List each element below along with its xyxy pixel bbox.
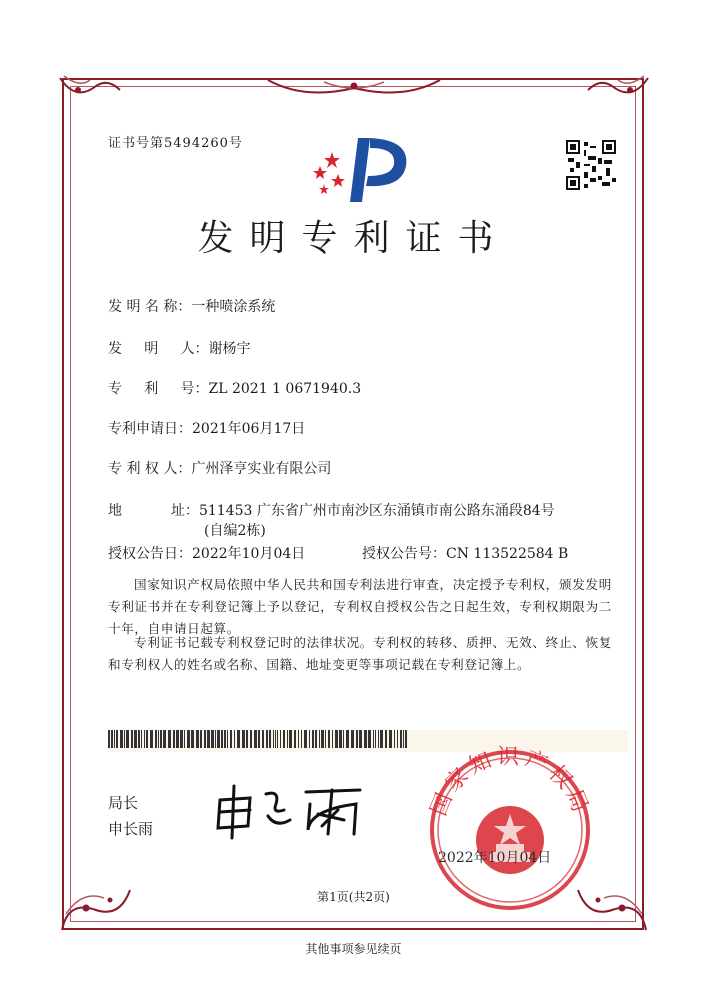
decision-paragraph: 国家知识产权局依照中华人民共和国专利法进行审查，决定授予专利权，颁发发明专利证书并在专利登记簿上予以登记，专利权自授权公告之日起生效，专利权期限为二十年，自申请日起算。 bbox=[108, 577, 612, 636]
patent-number-row bbox=[108, 378, 361, 398]
page-title: 发明专利证书 bbox=[197, 218, 510, 259]
director-name: 申长雨 bbox=[108, 820, 154, 838]
address-row bbox=[108, 500, 555, 520]
seal-text: 国家知识产权局 bbox=[426, 744, 594, 820]
legal-status-paragraph: 专利证书记载专利权登记时的法律状况。专利权的转移、质押、无效、终止、恢复和专利权人的姓名或名称、国籍、地址变更等事项记载在专利登记簿上。 bbox=[108, 635, 612, 672]
page-number: 第1页(共2页) bbox=[317, 890, 390, 904]
certificate-number: 证书号第5494260号 bbox=[108, 136, 243, 151]
filing-date-label: 专利申请日： bbox=[108, 421, 192, 437]
corner-ornament-top-right bbox=[582, 72, 652, 112]
handwritten-signature bbox=[210, 780, 370, 840]
address-value-line1: 511453 广东省广州市南沙区东涌镇市南公路东涌段84号 bbox=[198, 503, 555, 519]
official-seal bbox=[420, 740, 600, 910]
grant-date-row bbox=[108, 543, 305, 563]
top-center-ornament bbox=[264, 76, 444, 102]
invention-name-label: 发 明 名 称： bbox=[108, 299, 192, 315]
patent-number-value: ZL 2021 1 0671940.3 bbox=[208, 381, 362, 397]
address-label: 地 址： bbox=[108, 503, 199, 519]
patentee-row bbox=[108, 458, 331, 478]
continuation-note: 其他事项参见续页 bbox=[305, 942, 402, 956]
patentee-label: 专 利 权 人： bbox=[108, 461, 192, 477]
patent-number-label: 专 利 号： bbox=[108, 381, 209, 397]
invention-name-row bbox=[108, 296, 275, 316]
corner-ornament-top-left bbox=[56, 72, 126, 112]
inventor-label: 发 明 人： bbox=[108, 341, 209, 357]
filing-date-row bbox=[108, 418, 305, 438]
inventor-row bbox=[108, 338, 251, 358]
patentee-value: 广州泽亨实业有限公司 bbox=[191, 461, 332, 477]
cnipa-logo-icon bbox=[310, 130, 420, 210]
address-line2-row bbox=[204, 520, 266, 540]
address-value-line2: (自编2栋) bbox=[204, 523, 266, 539]
qr-code-icon bbox=[566, 140, 616, 190]
grant-date-value: 2022年10月04日 bbox=[192, 546, 306, 562]
grant-number-label: 授权公告号： bbox=[362, 546, 446, 562]
grant-date-label: 授权公告日： bbox=[108, 546, 192, 562]
invention-name-value: 一种喷涂系统 bbox=[191, 299, 276, 315]
filing-date-value: 2021年06月17日 bbox=[192, 421, 306, 437]
inventor-value: 谢杨宇 bbox=[208, 341, 251, 357]
seal-date: 2022年10月04日 bbox=[438, 850, 552, 866]
grant-number-value: CN 113522584 B bbox=[446, 546, 569, 562]
director-title: 局长 bbox=[108, 794, 139, 812]
grant-number-row bbox=[362, 543, 568, 563]
